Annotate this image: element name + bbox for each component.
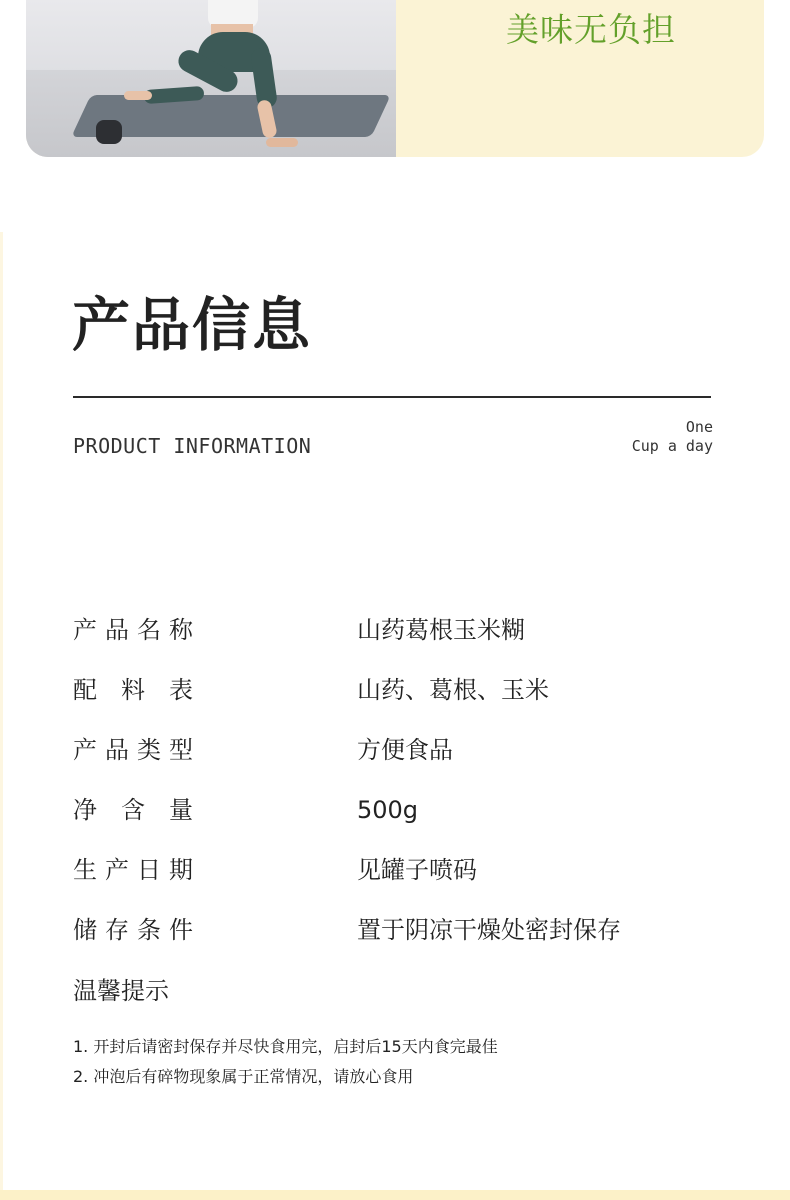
info-row-name [0, 610, 790, 650]
info-label: 产品名称 [73, 616, 193, 644]
info-value: 见罐子喷码 [357, 856, 477, 884]
info-row-production-date [0, 850, 790, 890]
banner-slogan: 美味无负担 [506, 10, 676, 49]
info-label: 储存条件 [73, 916, 193, 944]
info-label: 净含量 [73, 796, 193, 824]
info-value: 山药、葛根、玉米 [357, 676, 549, 704]
info-label: 配料表 [73, 676, 193, 704]
tagline-line-2: Cup a day [631, 437, 713, 455]
tagline-line-1: One [685, 418, 713, 436]
info-row-net-weight [0, 790, 790, 830]
info-row-notes [0, 971, 790, 1011]
info-row-type [0, 730, 790, 770]
note-item: 1. 开封后请密封保存并尽快食用完，启封后15天内食完最佳 [73, 1037, 498, 1056]
info-row-ingredients [0, 670, 790, 710]
info-value: 置于阴凉干燥处密封保存 [357, 916, 621, 944]
info-label: 生产日期 [73, 856, 193, 884]
section-subtitle: PRODUCT INFORMATION [73, 434, 312, 458]
info-label: 产品类型 [73, 736, 193, 764]
note-item: 2. 冲泡后有碎物现象属于正常情况，请放心食用 [73, 1067, 414, 1086]
notes-label: 温馨提示 [73, 977, 169, 1005]
bottom-strip [0, 1190, 790, 1200]
info-value: 方便食品 [357, 736, 453, 764]
section-title: 产品信息 [72, 291, 313, 359]
info-value: 500g [357, 796, 419, 824]
info-value: 山药葛根玉米糊 [357, 616, 525, 644]
info-row-storage [0, 910, 790, 950]
